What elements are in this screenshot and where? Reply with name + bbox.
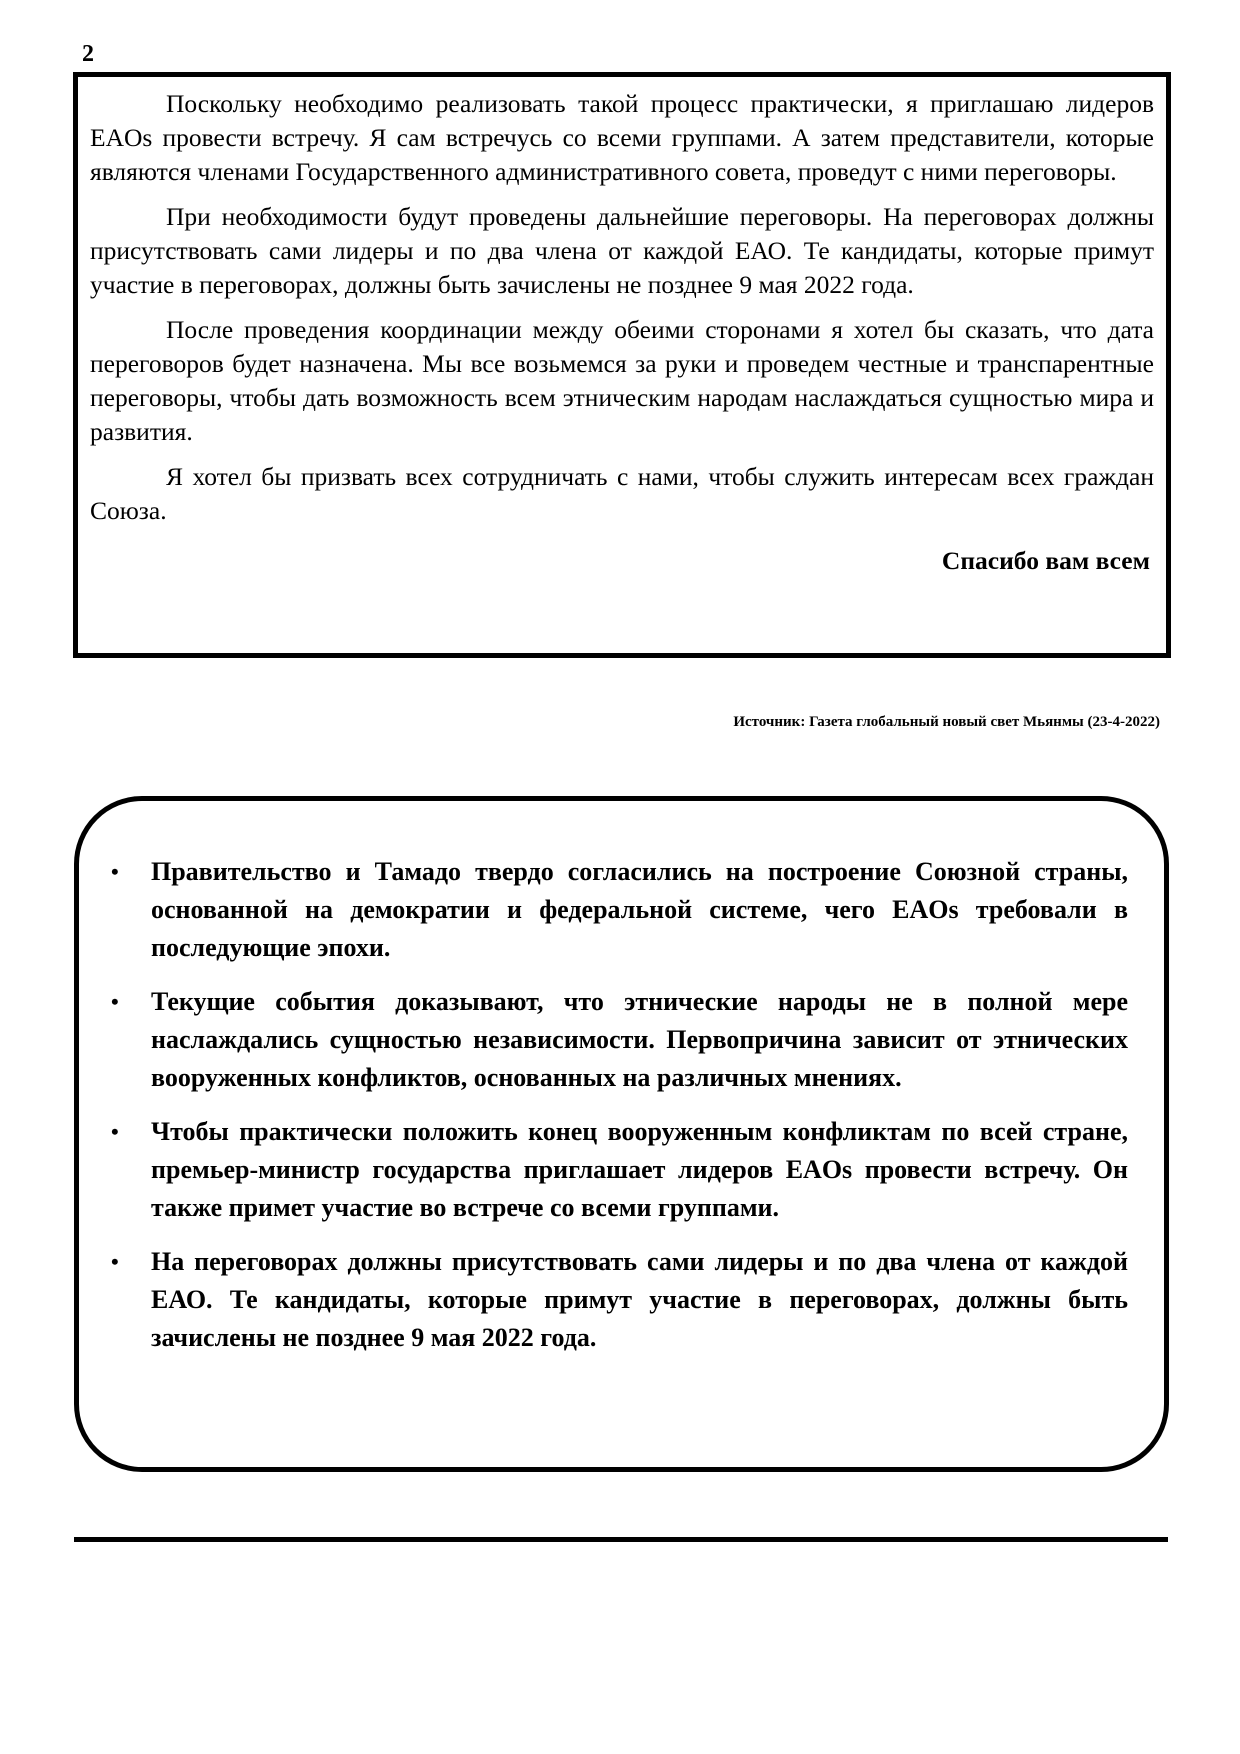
bullet-icon: • — [111, 859, 119, 884]
bullet-icon: • — [111, 1119, 119, 1144]
speech-signature: Спасибо вам всем — [941, 546, 1150, 575]
summary-item-text: Правительство и Тамадо твердо согласились на построение Союзной страны, основанной на демократии и федеральной системе, чего EAOs требовали в последующие эпохи. — [151, 857, 1128, 962]
bullet-icon: • — [111, 1249, 119, 1274]
source-citation: Источник: Газета глобальный новый свет Мьянмы (23-4-2022) — [733, 714, 1160, 730]
summary-item-text: Чтобы практически положить конец вооруженным конфликтам по всей стране, премьер-министр государства приглашает лидеров EAOs провести встречу. Он также примет участие во встрече со всеми группами. — [151, 1117, 1128, 1222]
bullet-icon: • — [111, 989, 119, 1014]
footer-divider — [74, 1537, 1168, 1542]
summary-list — [109, 853, 1128, 1357]
page-number: 2 — [82, 41, 94, 67]
speech-paragraph: При необходимости будут проведены дальнейшие переговоры. На переговорах должны присутствовать сами лидеры и по два члена от каждой ЕАО. Те кандидаты, которые примут участие в переговорах, должны быть зачислены не позднее 9 мая 2022 года. — [90, 202, 1154, 299]
summary-list-item — [109, 853, 1128, 967]
summary-list-item — [109, 1243, 1128, 1357]
speech-excerpt-box — [73, 72, 1171, 658]
speech-paragraph: После проведения координации между обеими сторонами я хотел бы сказать, что дата переговоров будет назначена. Мы все возьмемся за руки и проведем честные и транспарентные переговоры, чтобы дать возможность всем этническим народам наслаждаться сущностью мира и развития. — [90, 315, 1154, 446]
speech-paragraph: Поскольку необходимо реализовать такой процесс практически, я приглашаю лидеров EAOs провести встречу. Я сам встречусь со всеми группами. А затем представители, которые являются членами Государственного административного совета, проведут с ними переговоры. — [90, 89, 1154, 186]
summary-item-text: На переговорах должны присутствовать сами лидеры и по два члена от каждой ЕАО. Те кандидаты, которые примут участие в переговорах, должны быть зачислены не позднее 9 мая 2022 года. — [151, 1247, 1128, 1352]
summary-list-item — [109, 983, 1128, 1097]
summary-list-item — [109, 1113, 1128, 1227]
summary-box — [74, 796, 1169, 1472]
speech-paragraph: Я хотел бы призвать всех сотрудничать с нами, чтобы служить интересам всех граждан Союза. — [90, 462, 1154, 525]
summary-item-text: Текущие события доказывают, что этнические народы не в полной мере наслаждались сущностью независимости. Первопричина зависит от этнических вооруженных конфликтов, основанных на различных мнениях. — [151, 987, 1128, 1092]
